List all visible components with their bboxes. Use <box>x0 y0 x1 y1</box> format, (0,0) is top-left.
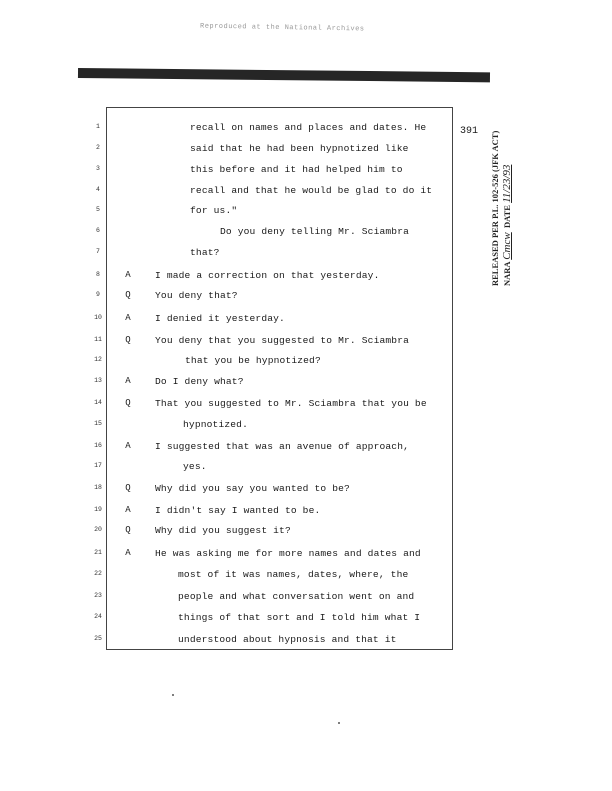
line-number: 13 <box>94 377 102 384</box>
transcript-line-text: Why did you say you wanted to be? <box>155 483 350 494</box>
answer-marker: A <box>125 548 131 558</box>
transcript-line-text: You deny that? <box>155 290 238 301</box>
transcript-line-text: most of it was names, dates, where, the <box>178 569 409 580</box>
transcript-line-text: that you be hypnotized? <box>185 355 321 366</box>
transcript-line-text: recall on names and places and dates. He <box>190 122 427 133</box>
scan-speck <box>338 722 340 724</box>
line-number: 20 <box>94 526 102 533</box>
line-number: 11 <box>94 336 102 343</box>
answer-marker: A <box>125 270 131 280</box>
line-number: 3 <box>96 165 100 172</box>
transcript-line-text: He was asking me for more names and dates and <box>155 548 421 559</box>
transcript-line-text: said that he had been hypnotized like <box>190 143 409 154</box>
top-bar <box>78 68 490 82</box>
answer-marker: A <box>125 505 131 515</box>
line-number: 2 <box>96 144 100 151</box>
question-marker: Q <box>125 483 131 493</box>
line-number: 21 <box>94 549 102 556</box>
line-number: 24 <box>94 613 102 620</box>
line-number: 10 <box>94 314 102 321</box>
date-label: DATE <box>502 205 512 229</box>
line-number: 25 <box>94 635 102 642</box>
transcript-line-text: I denied it yesterday. <box>155 313 285 324</box>
question-marker: Q <box>125 335 131 345</box>
line-number: 6 <box>96 227 100 234</box>
question-marker: Q <box>125 290 131 300</box>
transcript-line-text: understood about hypnosis and that it <box>178 634 397 645</box>
release-date: 11/23/93 <box>501 164 513 203</box>
transcript-line-text: for us." <box>190 205 238 216</box>
answer-marker: A <box>125 376 131 386</box>
transcript-line-text: That you suggested to Mr. Sciambra that you be <box>155 398 427 409</box>
archive-header: Reproduced at the National Archives <box>199 22 365 34</box>
page-number: 391 <box>460 126 479 137</box>
line-number: 22 <box>94 570 102 577</box>
transcript-line-text: I didn't say I wanted to be. <box>155 505 321 516</box>
transcript-line-text: I made a correction on that yesterday. <box>155 270 380 281</box>
line-number: 4 <box>96 186 100 193</box>
release-stamp <box>489 131 513 286</box>
transcript-line-text: Why did you suggest it? <box>155 525 291 536</box>
line-number: 12 <box>94 356 102 363</box>
line-number: 23 <box>94 592 102 599</box>
transcript-line-text: Do I deny what? <box>155 376 244 387</box>
transcript-line-text: hypnotized. <box>183 419 248 430</box>
line-number: 16 <box>94 442 102 449</box>
transcript-line-text: things of that sort and I told him what I <box>178 612 421 623</box>
scan-speck <box>172 694 174 696</box>
line-number: 1 <box>96 123 100 130</box>
question-marker: Q <box>125 525 131 535</box>
question-marker: Q <box>125 398 131 408</box>
transcript-line-text: this before and it had helped him to <box>190 164 403 175</box>
transcript-line-text: that? <box>190 247 220 258</box>
line-number: 8 <box>96 271 100 278</box>
line-number: 17 <box>94 462 102 469</box>
line-number: 15 <box>94 420 102 427</box>
answer-marker: A <box>125 313 131 323</box>
answer-marker: A <box>125 441 131 451</box>
transcript-line-text: You deny that you suggested to Mr. Sciambra <box>155 335 410 346</box>
transcript-line-text: people and what conversation went on and <box>178 591 415 602</box>
line-number: 5 <box>96 206 100 213</box>
transcript-line-text: recall and that he would be glad to do it <box>190 185 433 196</box>
line-number: 18 <box>94 484 102 491</box>
release-stamp-line: RELEASED PER P.L. 102-526 (JFK ACT) <box>490 130 500 286</box>
nara-signature: Cmcw <box>501 232 513 260</box>
line-number: 9 <box>96 291 100 298</box>
line-number: 7 <box>96 248 100 255</box>
transcript-line-text: yes. <box>183 461 207 472</box>
line-number: 14 <box>94 399 102 406</box>
release-stamp-nara-line <box>501 131 513 286</box>
nara-label: NARA <box>502 261 512 286</box>
transcript-line-text: I suggested that was an avenue of approach, <box>155 441 410 452</box>
line-number: 19 <box>94 506 102 513</box>
transcript-line-text: Do you deny telling Mr. Sciambra <box>220 226 410 237</box>
